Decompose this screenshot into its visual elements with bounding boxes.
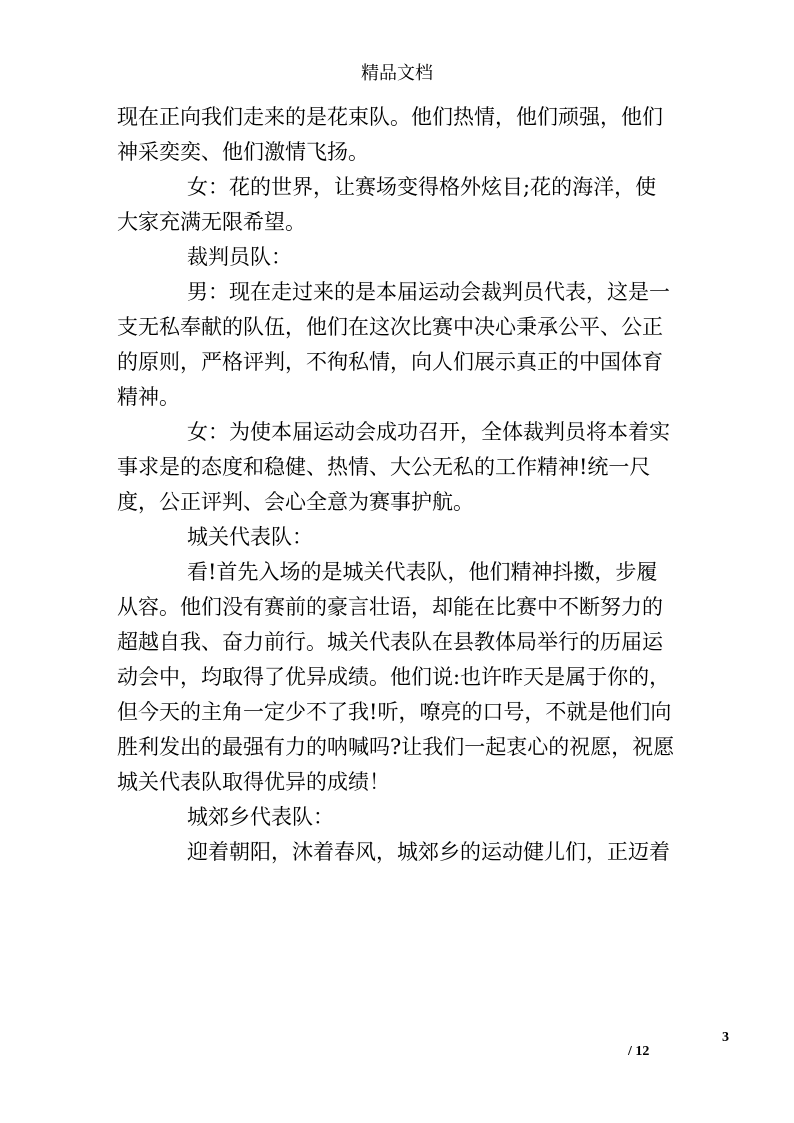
- section-heading-referee-team: 裁判员队：: [187, 245, 292, 269]
- page-total: / 12: [628, 1044, 650, 1059]
- paragraph: 迎着朝阳，沐着春风，城郊乡的运动健儿们，正迈着: [187, 840, 670, 864]
- document-header: 精品文档: [361, 63, 433, 84]
- paragraph: 女：为使本届运动会成功召开，全体裁判员将本着实事求是的态度和稳健、热情、大公无私的工作精神!统一尺度，公正评判、会心全意为赛事护航。: [117, 420, 670, 514]
- paragraph: 女：花的世界，让赛场变得格外炫目;花的海洋，使大家充满无限希望。: [117, 175, 657, 234]
- document-body: [117, 100, 677, 870]
- section-heading-chengguan-team: 城关代表队：: [187, 525, 313, 549]
- paragraph: 男：现在走过来的是本届运动会裁判员代表，这是一支无私奉献的队伍，他们在这次比赛中决心秉承公平、公正的原则，严格评判，不徇私情，向人们展示真正的中国体育精神。: [117, 280, 670, 409]
- paragraph: 现在正向我们走来的是花束队。他们热情，他们顽强，他们神采奕奕、他们激情飞扬。: [117, 105, 663, 164]
- page-number: 3: [722, 1030, 729, 1045]
- paragraph: 看!首先入场的是城关代表队，他们精神抖擞，步履从容。他们没有赛前的豪言壮语，却能在比赛中不断努力的超越自我、奋力前行。城关代表队在县教体局举行的历届运动会中，均取得了优异成绩。他们说:也许昨天是属于你的，但今天的主角一定少不了我!听，嘹亮的口号，不就是他们向胜利发出的最强有力的呐喊吗?让我们一起衷心的祝愿，祝愿城关代表队取得优异的成绩！: [117, 560, 675, 794]
- section-heading-chengjiao-team: 城郊乡代表队：: [187, 805, 334, 829]
